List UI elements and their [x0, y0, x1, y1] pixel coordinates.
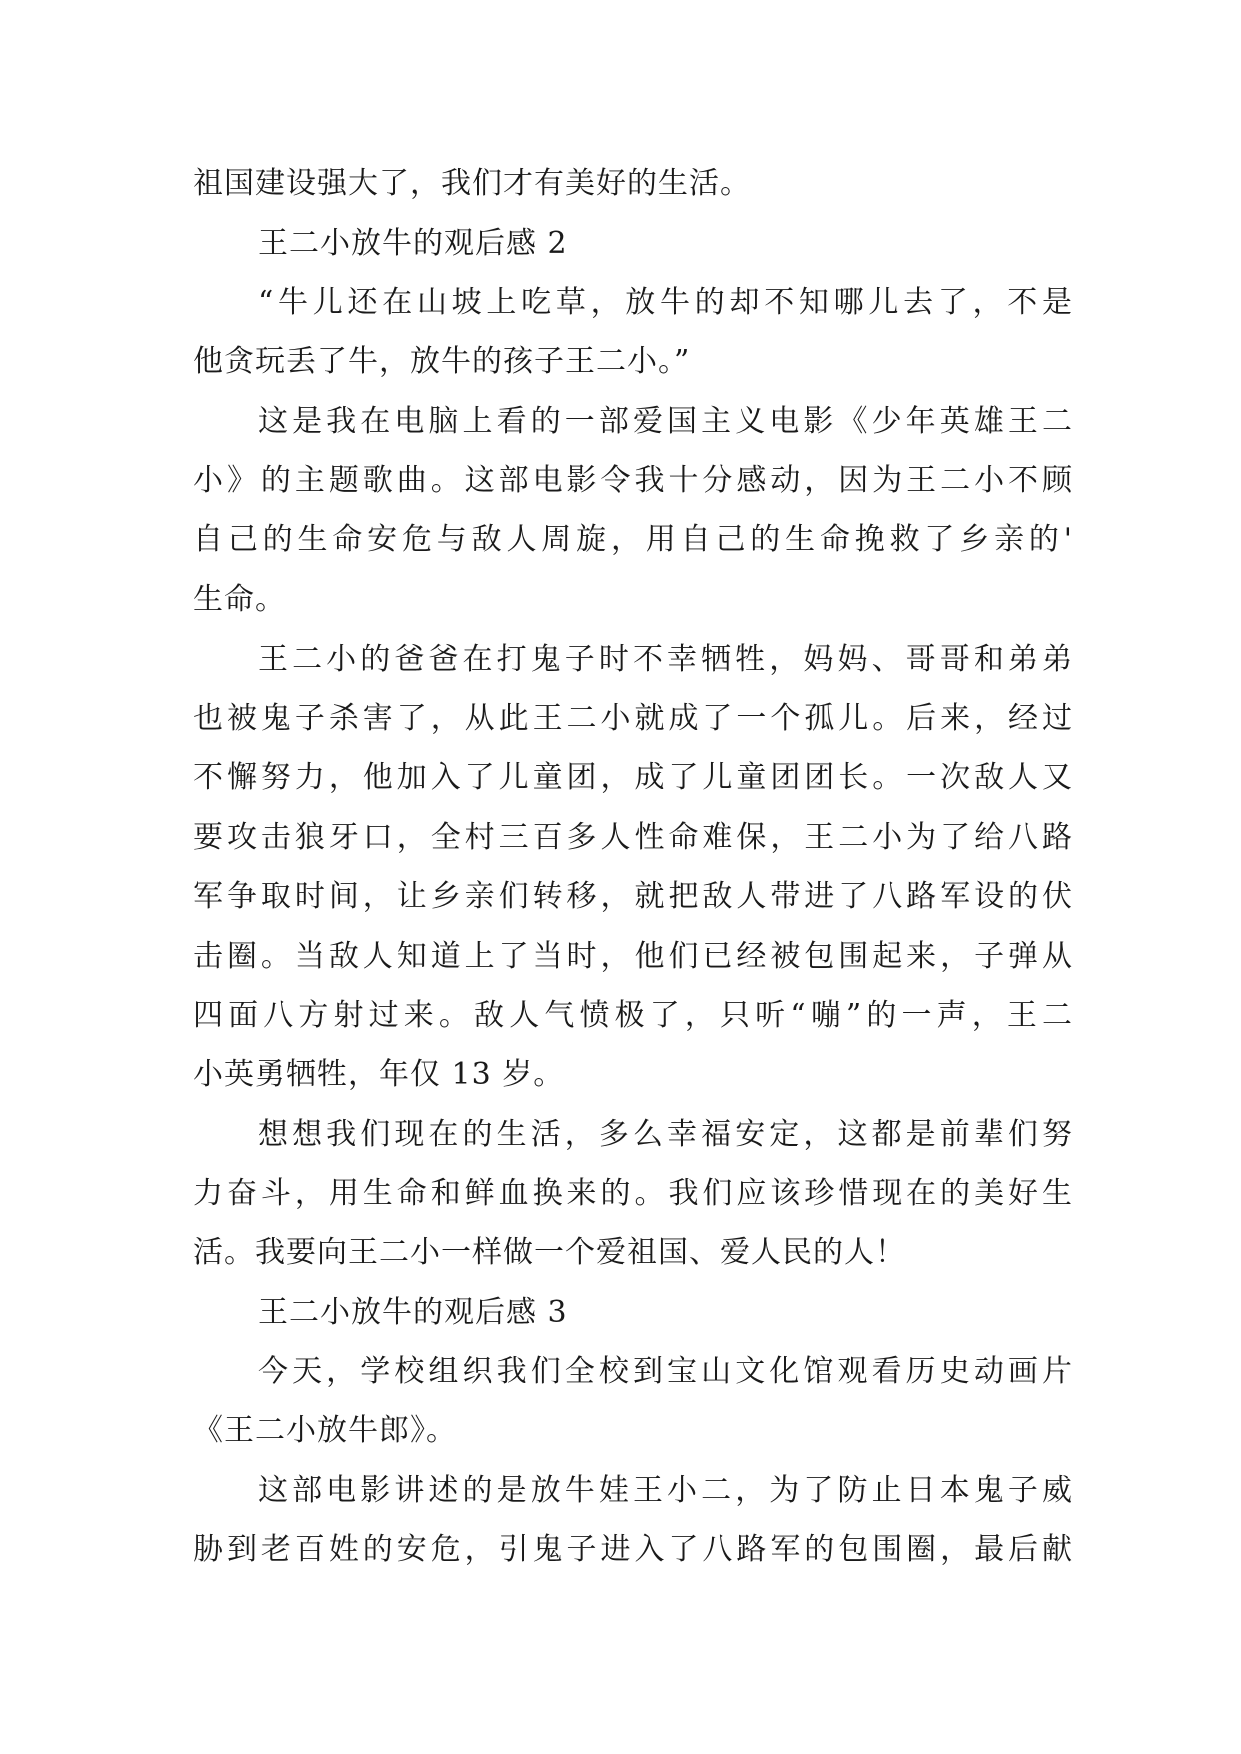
text-line: 这部电影讲述的是放牛娃王小二，为了防止日本鬼子威 [258, 1473, 1073, 1508]
text-line: 小》的主题歌曲。这部电影令我十分感动，因为王二小不顾 [193, 463, 1073, 498]
text-line: 今天，学校组织我们全校到宝山文化馆观看历史动画片 [258, 1354, 1073, 1389]
text-line: 四面八方射过来。敌人气愤极了，只听“嘣”的一声，王二 [193, 998, 1073, 1033]
text-line: 王二小的爸爸在打鬼子时不幸牺牲，妈妈、哥哥和弟弟 [258, 642, 1073, 677]
text-line: 也被鬼子杀害了，从此王二小就成了一个孤儿。后来，经过 [193, 701, 1073, 736]
text-line: 不懈努力，他加入了儿童团，成了儿童团团长。一次敌人又 [193, 760, 1073, 795]
text-line: 小英勇牺牲，年仅 13 岁。 [193, 1057, 565, 1092]
text-line: 要攻击狼牙口，全村三百多人性命难保，王二小为了给八路 [193, 820, 1073, 855]
text-line: 他贪玩丢了牛，放牛的孩子王二小。” [193, 344, 691, 379]
section-heading: 王二小放牛的观后感 2 [258, 226, 568, 261]
text-line: 自己的生命安危与敌人周旋，用自己的生命挽救了乡亲的' [193, 522, 1073, 557]
text-line: 想想我们现在的生活，多么幸福安定，这都是前辈们努 [258, 1117, 1073, 1152]
section-heading: 王二小放牛的观后感 3 [258, 1295, 568, 1330]
text-line: 活。我要向王二小一样做一个爱祖国、爱人民的人！ [193, 1235, 906, 1270]
text-line: 祖国建设强大了，我们才有美好的生活。 [193, 166, 751, 201]
text-line: 击圈。当敌人知道上了当时，他们已经被包围起来，子弹从 [193, 939, 1073, 974]
text-line: 《王二小放牛郎》。 [193, 1413, 457, 1448]
text-line: 军争取时间，让乡亲们转移，就把敌人带进了八路军设的伏 [193, 879, 1073, 914]
text-line: “牛儿还在山坡上吃草，放牛的却不知哪儿去了，不是 [258, 285, 1073, 320]
text-line: 生命。 [193, 582, 286, 617]
text-line: 这是我在电脑上看的一部爱国主义电影《少年英雄王二 [258, 404, 1073, 439]
text-line: 胁到老百姓的安危，引鬼子进入了八路军的包围圈，最后献 [193, 1532, 1073, 1567]
text-line: 力奋斗，用生命和鲜血换来的。我们应该珍惜现在的美好生 [193, 1176, 1073, 1211]
